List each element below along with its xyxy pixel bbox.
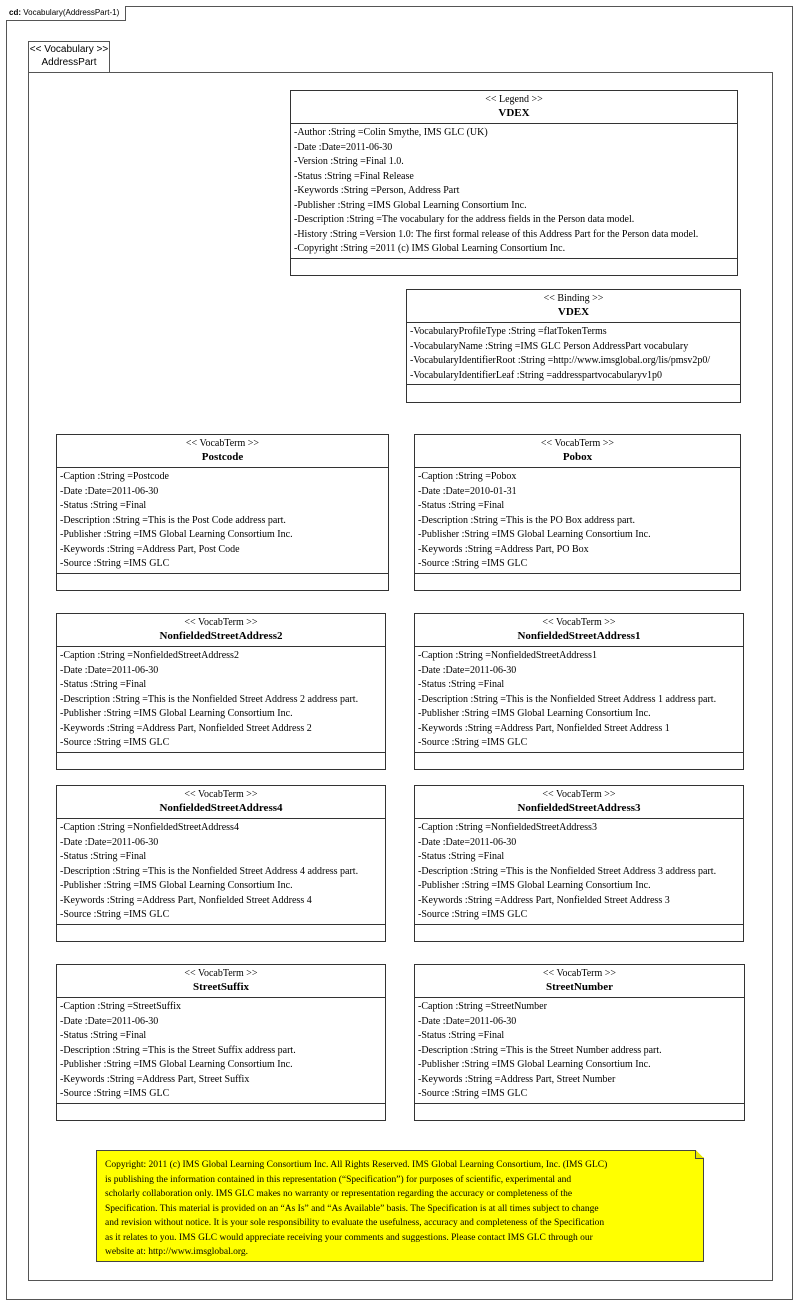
class-name: NonfieldedStreetAddress2	[159, 630, 283, 642]
class-header	[57, 786, 385, 819]
class-header	[57, 435, 388, 468]
attribute: -Description :String =This is the Post Code address part.	[60, 514, 286, 526]
class-header	[407, 290, 740, 323]
diagram-name: Vocabulary(AddressPart-1)	[23, 8, 120, 17]
attribute-compartment	[291, 124, 737, 259]
attribute-compartment	[415, 647, 743, 753]
attribute: -Caption :String =Pobox	[418, 471, 517, 482]
attribute: -Keywords :String =Person, Address Part	[294, 185, 460, 196]
attribute: -Caption :String =NonfieldedStreetAddress4	[60, 822, 239, 833]
attribute: -Keywords :String =Address Part, Street Suffix	[60, 1073, 250, 1085]
package-stereotype: << Vocabulary >>	[29, 44, 109, 55]
vocab-term-nonfielded-street-address-3[interactable]	[414, 785, 744, 942]
attribute: -Description :String =This is the PO Box address part.	[418, 514, 636, 526]
attribute: -Version :String =Final 1.0.	[294, 156, 404, 167]
attribute: -Source :String =IMS GLC	[418, 737, 528, 748]
vocab-term-nonfielded-street-address-2[interactable]	[56, 613, 386, 770]
package-tab[interactable]	[28, 41, 110, 73]
vocab-term-pobox[interactable]	[414, 434, 741, 591]
attribute: -Keywords :String =Address Part, Nonfielded Street Address 3	[418, 894, 670, 906]
class-header	[415, 965, 744, 998]
attribute-compartment	[57, 819, 385, 925]
attribute: -Caption :String =StreetNumber	[418, 1001, 547, 1012]
class-header	[57, 965, 385, 998]
attribute: -Date :Date=2010-01-31	[418, 485, 517, 497]
attribute: -Status :String =Final Release	[294, 170, 414, 182]
class-name: NonfieldedStreetAddress4	[159, 802, 283, 814]
note-line: is publishing the information contained in this representation (“Specification”) for purposes of scientific, experimental and	[105, 1174, 572, 1185]
vocab-term-nonfielded-street-address-4[interactable]	[56, 785, 386, 942]
attribute: -Source :String =IMS GLC	[60, 909, 170, 920]
attribute: -Keywords :String =Address Part, PO Box	[418, 543, 589, 555]
attribute: -Keywords :String =Address Part, Street Number	[418, 1073, 616, 1085]
note-line: Specification. This material is provided on an “As Is” and “As Available” basis. The Specification is at all times subject to change	[105, 1203, 599, 1214]
class-name: Postcode	[201, 451, 244, 463]
class-stereotype: << VocabTerm >>	[542, 968, 617, 979]
attribute: -Author :String =Colin Smythe, IMS GLC (UK)	[294, 127, 488, 138]
attribute: -Source :String =IMS GLC	[418, 558, 528, 569]
attribute: -Source :String =IMS GLC	[60, 1088, 170, 1099]
attribute: -VocabularyIdentifierLeaf :String =addresspartvocabularyv1p0	[410, 369, 663, 381]
attribute: -Caption :String =NonfieldedStreetAddress2	[60, 650, 239, 661]
attribute: -Status :String =Final	[60, 500, 147, 511]
class-name: VDEX	[557, 306, 590, 318]
class-stereotype: << Legend >>	[485, 94, 543, 105]
class-stereotype: << VocabTerm >>	[184, 789, 258, 800]
attribute-compartment	[415, 468, 740, 574]
attribute: -VocabularyProfileType :String =flatTokenTerms	[410, 326, 607, 337]
class-header	[57, 614, 385, 647]
note-line: Copyright: 2011 (c) IMS Global Learning Consortium Inc. All Rights Reserved. IMS Global Learning Consortium, Inc. (IMS GLC)	[105, 1160, 608, 1170]
attribute: -Caption :String =NonfieldedStreetAddress1	[418, 650, 597, 661]
class-name: VDEX	[498, 107, 530, 119]
attribute: -Status :String =Final	[418, 500, 505, 511]
vocab-term-street-suffix[interactable]	[56, 964, 386, 1121]
class-header	[415, 435, 740, 468]
class-header	[291, 91, 737, 124]
attribute: -Status :String =Final	[418, 1030, 505, 1041]
attribute: -Date :Date=2011-06-30	[60, 836, 159, 848]
class-stereotype: << Binding >>	[543, 293, 604, 304]
class-stereotype: << VocabTerm >>	[542, 789, 616, 800]
attribute: -Caption :String =NonfieldedStreetAddress3	[418, 822, 597, 833]
vocab-term-postcode[interactable]	[56, 434, 389, 591]
attribute: -Status :String =Final	[418, 679, 505, 690]
attribute: -Publisher :String =IMS Global Learning Consortium Inc.	[418, 1059, 651, 1070]
class-name: StreetSuffix	[192, 981, 249, 993]
attribute: -Status :String =Final	[60, 1030, 147, 1041]
attribute: -Status :String =Final	[418, 851, 505, 862]
attribute: -Date :Date=2011-06-30	[418, 1015, 517, 1027]
attribute: -Description :String =The vocabulary for the address fields in the Person data model.	[294, 214, 635, 225]
package-name: AddressPart	[41, 57, 97, 68]
vocab-term-nonfielded-street-address-1[interactable]	[414, 613, 744, 770]
attribute: -Source :String =IMS GLC	[60, 558, 170, 569]
legend-class[interactable]	[290, 90, 738, 276]
attribute: -Copyright :String =2011 (c) IMS Global Learning Consortium Inc.	[294, 243, 566, 254]
attribute: -Date :Date=2011-06-30	[418, 664, 517, 676]
note-line: as it relates to you. IMS GLC would appreciate receiving your comments and suggestions. Please contact IMS GLC through our	[105, 1232, 593, 1243]
attribute: -Caption :String =Postcode	[60, 471, 169, 482]
copyright-note[interactable]	[96, 1150, 704, 1262]
attribute: -Description :String =This is the Nonfielded Street Address 2 address part.	[60, 693, 359, 705]
class-stereotype: << VocabTerm >>	[185, 438, 260, 449]
attribute-compartment	[407, 323, 740, 385]
attribute: -Description :String =This is the Street Suffix address part.	[60, 1044, 296, 1056]
attribute: -Status :String =Final	[60, 679, 147, 690]
class-header	[415, 786, 743, 819]
attribute: -Description :String =This is the Nonfielded Street Address 4 address part.	[60, 865, 359, 877]
note-line: website at: http://www.imsglobal.org.	[105, 1247, 249, 1257]
diagram-frame-label	[6, 6, 126, 21]
class-header	[415, 614, 743, 647]
attribute: -Source :String =IMS GLC	[60, 737, 170, 748]
attribute: -Source :String =IMS GLC	[418, 909, 528, 920]
attribute-compartment	[415, 819, 743, 925]
attribute: -Publisher :String =IMS Global Learning Consortium Inc.	[60, 529, 293, 540]
attribute: -Publisher :String =IMS Global Learning Consortium Inc.	[418, 708, 651, 719]
binding-class[interactable]	[406, 289, 741, 403]
class-stereotype: << VocabTerm >>	[184, 617, 258, 628]
attribute: -Publisher :String =IMS Global Learning Consortium Inc.	[60, 880, 293, 891]
class-name: NonfieldedStreetAddress3	[517, 802, 641, 814]
attribute: -VocabularyName :String =IMS GLC Person AddressPart vocabulary	[410, 340, 689, 352]
attribute: -Publisher :String =IMS Global Learning Consortium Inc.	[418, 880, 651, 891]
attribute: -History :String =Version 1.0: The first formal release of this Address Part for the Person data model.	[294, 228, 699, 240]
attribute-compartment	[415, 998, 744, 1104]
class-stereotype: << VocabTerm >>	[184, 968, 258, 979]
class-name: StreetNumber	[546, 981, 613, 993]
attribute: -Keywords :String =Address Part, Post Code	[60, 543, 240, 555]
class-stereotype: << VocabTerm >>	[540, 438, 615, 449]
attribute: -Date :Date=2011-06-30	[60, 664, 159, 676]
note-fold-corner	[695, 1150, 704, 1159]
attribute: -Publisher :String =IMS Global Learning Consortium Inc.	[294, 199, 527, 211]
attribute: -Date :Date=2011-06-30	[294, 141, 393, 153]
attribute: -Source :String =IMS GLC	[418, 1088, 528, 1099]
attribute: -Description :String =This is the Nonfielded Street Address 1 address part.	[418, 693, 717, 705]
attribute: -VocabularyIdentifierRoot :String =http://www.imsglobal.org/lis/pmsv2p0/	[410, 355, 711, 366]
attribute: -Keywords :String =Address Part, Nonfielded Street Address 2	[60, 722, 312, 734]
attribute: -Description :String =This is the Street Number address part.	[418, 1044, 662, 1056]
attribute: -Date :Date=2011-06-30	[60, 485, 159, 497]
attribute: -Publisher :String =IMS Global Learning Consortium Inc.	[60, 708, 293, 719]
diagram-kind: cd:	[9, 8, 21, 17]
vocab-term-street-number[interactable]	[414, 964, 745, 1121]
attribute-compartment	[57, 647, 385, 753]
note-line: and revision without notice. It is your sole responsibility to evaluate the usefulness, accuracy and completeness of the Specification	[105, 1218, 605, 1228]
attribute-compartment	[57, 468, 388, 574]
attribute: -Description :String =This is the Nonfielded Street Address 3 address part.	[418, 865, 717, 877]
class-stereotype: << VocabTerm >>	[542, 617, 616, 628]
attribute: -Caption :String =StreetSuffix	[60, 1001, 182, 1012]
note-line: scholarly collaboration only. IMS GLC makes no warranty or representation regarding the accuracy or completeness of the	[105, 1189, 573, 1199]
attribute: -Publisher :String =IMS Global Learning Consortium Inc.	[60, 1059, 293, 1070]
attribute: -Status :String =Final	[60, 851, 147, 862]
attribute-compartment	[57, 998, 385, 1104]
attribute: -Keywords :String =Address Part, Nonfielded Street Address 4	[60, 894, 312, 906]
attribute: -Date :Date=2011-06-30	[418, 836, 517, 848]
attribute: -Publisher :String =IMS Global Learning Consortium Inc.	[418, 529, 651, 540]
class-name: Pobox	[562, 451, 593, 463]
attribute: -Keywords :String =Address Part, Nonfielded Street Address 1	[418, 722, 670, 734]
class-name: NonfieldedStreetAddress1	[517, 630, 641, 642]
attribute: -Date :Date=2011-06-30	[60, 1015, 159, 1027]
